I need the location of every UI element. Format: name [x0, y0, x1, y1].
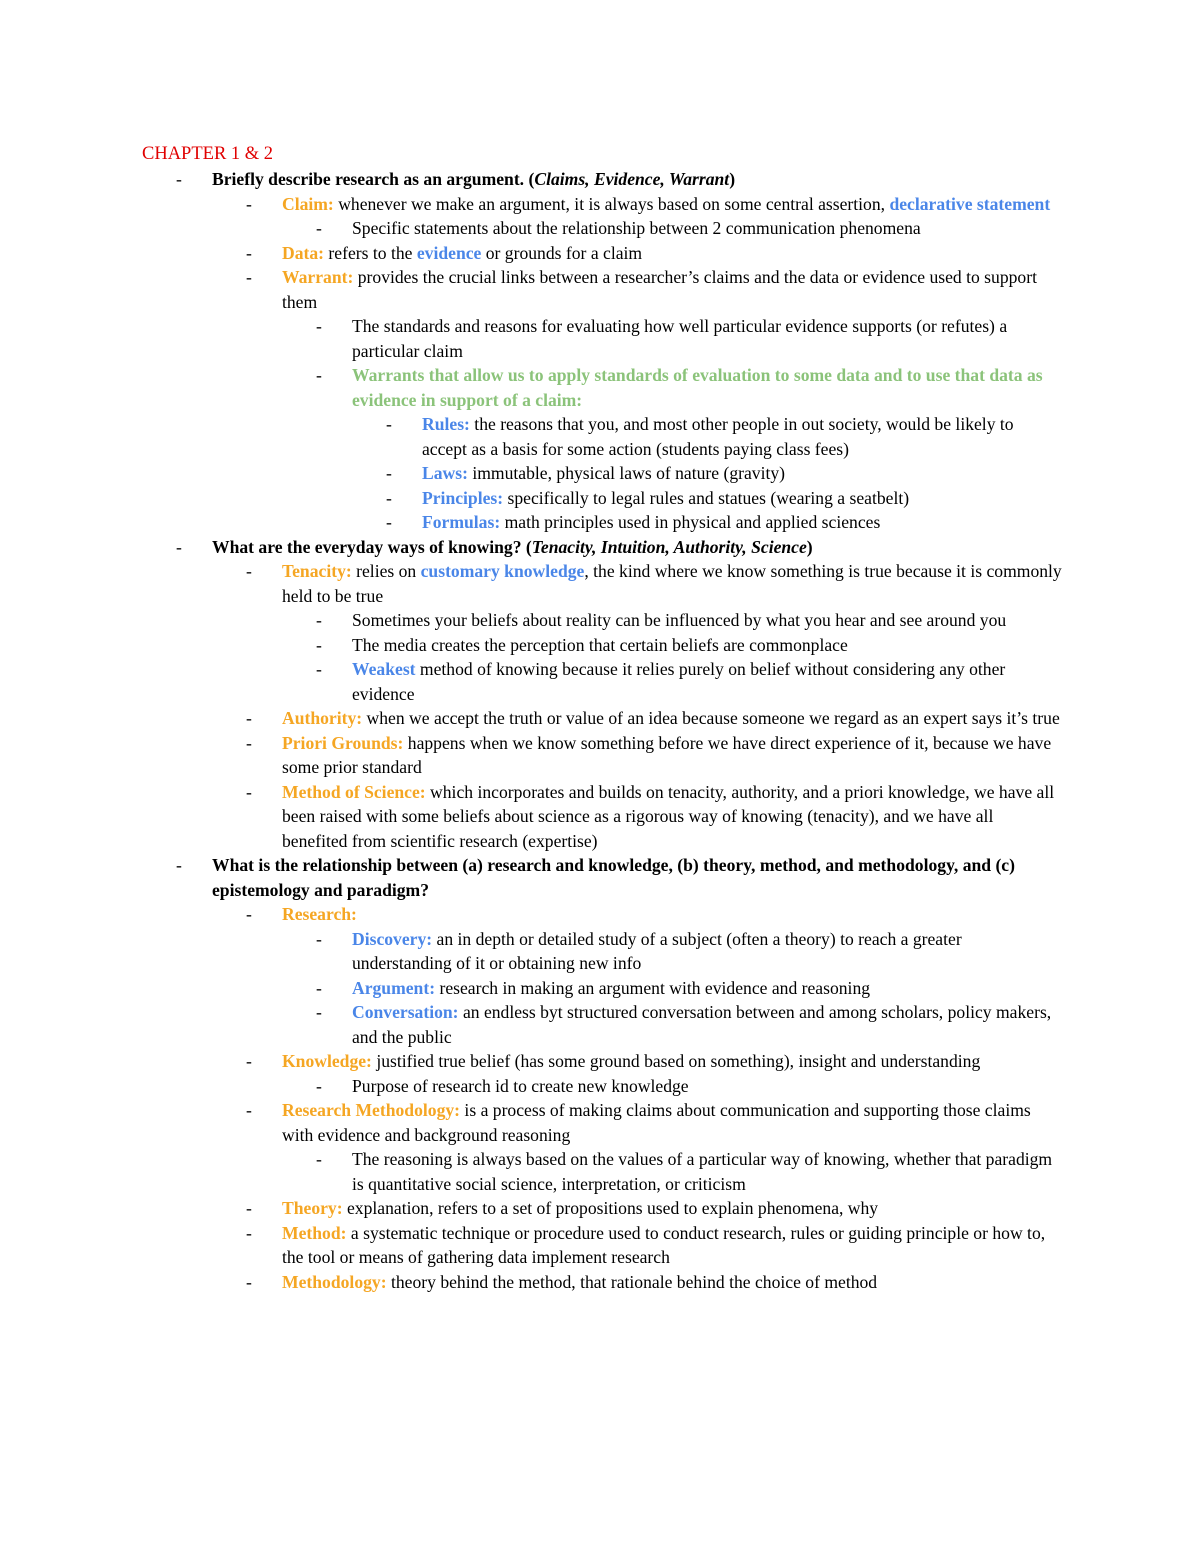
- list-item: - Purpose of research id to create new knowledge: [282, 1074, 1062, 1099]
- document-content: [142, 141, 1062, 1294]
- term-label: Principles:: [422, 487, 504, 508]
- question-text: What is the relationship between (a) research and knowledge, (b) theory, method, and methodology, and (c) epistemology and paradigm?: [212, 855, 1015, 900]
- question-item: [142, 535, 1062, 854]
- list-item: - Methodology: theory behind the method, that rationale behind the choice of method: [212, 1270, 1062, 1295]
- question-text: What are the everyday ways of knowing? (Tenacity, Intuition, Authority, Science): [212, 536, 813, 557]
- list-item: - Method: a systematic technique or procedure used to conduct research, rules or guiding principle or how to, the tool or means of gathering data implement research: [212, 1221, 1062, 1270]
- list-item: - The media creates the perception that certain beliefs are commonplace: [282, 633, 1062, 658]
- list-item: - Weakest method of knowing because it relies purely on belief without considering any other evidence: [282, 657, 1062, 706]
- question-item: [142, 853, 1062, 1294]
- list-item: - The reasoning is always based on the values of a particular way of knowing, whether that paradigm is quantitative social science, interpretation, or criticism: [282, 1147, 1062, 1196]
- question-text: Briefly describe research as an argument. (Claims, Evidence, Warrant): [212, 169, 736, 189]
- list-item: - Claim: whenever we make an argument, it is always based on some central assertion, declarative statement - Specific statements about the relationship between 2 communication phenomena: [212, 192, 1062, 241]
- term-label: Argument:: [352, 977, 436, 998]
- list-item: - Principles: specifically to legal rules and statues (wearing a seatbelt): [352, 486, 1062, 511]
- list-item: - Theory: explanation, refers to a set of propositions used to explain phenomena, why: [212, 1196, 1062, 1221]
- term-label: Conversation:: [352, 1002, 459, 1022]
- term-label: Knowledge:: [282, 1051, 372, 1071]
- term-label: Tenacity:: [282, 561, 352, 581]
- highlight-text: customary knowledge: [420, 561, 585, 581]
- term-label: Formulas:: [422, 512, 501, 532]
- term-label: Research Methodology:: [282, 1100, 461, 1120]
- list-item: - Priori Grounds: happens when we know something before we have direct experience of it, because we have some prior standard: [212, 731, 1062, 780]
- list-item: - The standards and reasons for evaluating how well particular evidence supports (or refutes) a particular claim: [282, 314, 1062, 363]
- list-item: - Sometimes your beliefs about reality can be influenced by what you hear and see around you: [282, 608, 1062, 633]
- list-item: - Conversation: an endless byt structured conversation between and among scholars, policy makers, and the public: [282, 1000, 1062, 1049]
- question-list: [142, 167, 1062, 1294]
- list-item: - Data: refers to the evidence or grounds for a claim: [212, 241, 1062, 266]
- list-item: - Warrant: provides the crucial links between a researcher’s claims and the data or evidence used to support them - The standards and reasons for evaluating how well particular evidence supports (or refutes) a particular claim - Warrants that allow us to apply standards of evaluation to some data and to use that data as evidence in support of a claim: - Rules: the reasons that you, and most other people in out society, would be likely to accept as a basis for some action (students paying class fees) - Laws: immutable, physical laws of nature (gravity) - Principles: specifically to legal rules and statues (wearing a seatbelt) - Formulas: math principles used in physical and applied sciences: [212, 265, 1062, 535]
- answer-list: [212, 902, 1062, 1294]
- list-item: - Specific statements about the relationship between 2 communication phenomena: [282, 216, 1062, 241]
- term-label: Laws:: [422, 463, 468, 483]
- list-item: - Formulas: math principles used in physical and applied sciences: [352, 510, 1062, 535]
- list-item: - Authority: when we accept the truth or value of an idea because someone we regard as an expert says it’s true: [212, 706, 1062, 731]
- list-item: [212, 902, 1062, 1049]
- list-item: - Tenacity: relies on customary knowledge, the kind where we know something is true because it is commonly held to be true - Sometimes your beliefs about reality can be influenced by what you hear and see around you - The media creates the perception that certain beliefs are commonplace - Weakest method of knowing because it relies purely on belief without considering any other evidence: [212, 559, 1062, 706]
- highlight-text: Weakest: [352, 659, 416, 679]
- highlight-text: Warrants that allow us to apply standards of evaluation to some data and to use that data as evidence in support of a claim:: [352, 365, 1043, 410]
- list-item: - Argument: research in making an argument with evidence and reasoning: [282, 976, 1062, 1001]
- list-item: - Discovery: an in depth or detailed study of a subject (often a theory) to reach a greater understanding of it or obtaining new info: [282, 927, 1062, 976]
- term-label: Method of Science:: [282, 781, 426, 802]
- list-item: - Knowledge: justified true belief (has some ground based on something), insight and understanding - Purpose of research id to create new knowledge: [212, 1049, 1062, 1098]
- list-item: - Research Methodology: is a process of making claims about communication and supporting those claims with evidence and background reasoning - The reasoning is always based on the values of a particular way of knowing, whether that paradigm is quantitative social science, interpretation, or criticism: [212, 1098, 1062, 1196]
- term-label: Data:: [282, 242, 325, 263]
- list-item: - Laws: immutable, physical laws of nature (gravity): [352, 461, 1062, 486]
- term-label: Discovery:: [352, 928, 433, 949]
- list-item: - Method of Science: which incorporates and builds on tenacity, authority, and a priori knowledge, we have all been raised with some beliefs about science as a rigorous way of knowing (tenacity), and we have all benefited from scientific research (expertise): [212, 780, 1062, 854]
- answer-list: [212, 192, 1062, 535]
- term-label: Authority:: [282, 708, 363, 728]
- term-label: Research:: [282, 904, 357, 924]
- term-label: Warrant:: [282, 267, 354, 287]
- highlight-text: declarative statement: [889, 193, 1051, 214]
- term-label: Methodology:: [282, 1271, 387, 1292]
- term-label: Theory:: [282, 1198, 343, 1218]
- answer-list: [212, 559, 1062, 853]
- list-item: - Rules: the reasons that you, and most other people in out society, would be likely to accept as a basis for some action (students paying class fees): [352, 412, 1062, 461]
- term-label: Rules:: [422, 414, 470, 434]
- term-label: Priori Grounds:: [282, 732, 404, 753]
- highlight-text: evidence: [416, 242, 482, 263]
- term-label: Claim:: [282, 193, 334, 214]
- chapter-title: CHAPTER 1 & 2: [142, 144, 274, 164]
- question-item: [142, 167, 1062, 535]
- term-label: Method:: [282, 1222, 347, 1243]
- list-item: [282, 363, 1062, 535]
